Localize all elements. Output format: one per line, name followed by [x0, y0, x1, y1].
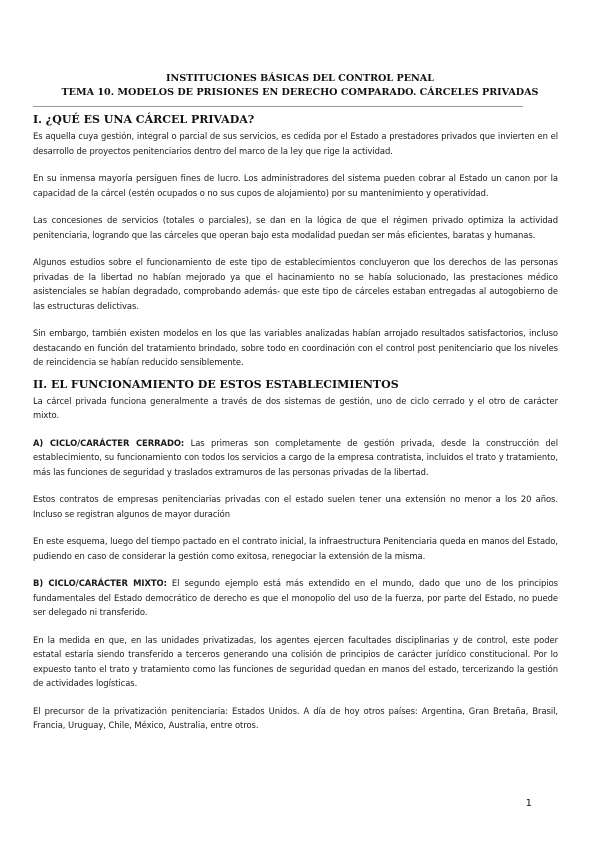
mixto-label: B) CICLO/CARÁCTER MIXTO:: [33, 578, 167, 588]
section-1-paragraph-4: Algunos estudios sobre el funcionamiento de este tipo de establecimientos concluyeron que los derechos de las personas privadas de la libertad no habían mejorado ya que el hacinamiento no se había solucionado, las prestaciones médico asistenciales se habían degradado, comprobando además- que este tipo de cárceles estaban entregadas al autogobierno de las estructuras delictivas.: [33, 257, 558, 311]
page-number: 1: [525, 798, 532, 809]
mixto-paragraph: [33, 576, 558, 620]
section-2-intro: La cárcel privada funciona generalmente a través de dos sistemas de gestión, uno de ciclo cerrado y el otro de carácter mixto.: [33, 395, 558, 420]
section-1-paragraph-5: Sin embargo, también existen modelos en los que las variables analizadas habían arrojado resultados satisfactorios, incluso destacando en función del tratamiento brindado, sobre todo en coordinación con el control post penitenciario que los niveles de reincidencia se habían reducido sensiblemente.: [33, 328, 558, 367]
section-1-heading: I. ¿QUÉ ES UNA CÁRCEL PRIVADA?: [33, 113, 255, 126]
mixto-text: El segundo ejemplo está más extendido en el mundo, dado que uno de los principios fundamentales del Estado democrático de derecho es que el monopolio del uso de la fuerza, por parte del Estado, no puede ser delegado ni transferido.: [33, 578, 558, 617]
precursor-paragraph: El precursor de la privatización penitenciaria: Estados Unidos. A día de hoy otros países: Argentina, Gran Bretaña, Brasil, Francia, Uruguay, Chile, México, Australia, entre otros.: [33, 705, 558, 730]
header-divider: [33, 106, 523, 107]
document-body: [33, 113, 558, 733]
header-line-2: TEMA 10. MODELOS DE PRISIONES EN DERECHO COMPARADO. CÁRCELES PRIVADAS: [61, 87, 539, 98]
header-line-1: INSTITUCIONES BÁSICAS DEL CONTROL PENAL: [166, 73, 434, 84]
esquema-paragraph: En este esquema, luego del tiempo pactado en el contrato inicial, la infraestructura Penitenciaria queda en manos del Estado, pudiendo en caso de considerar la gestión como exitosa, renegociar la extensión de la misma.: [33, 536, 558, 561]
cerrado-paragraph: [33, 436, 558, 480]
cerrado-label: A) CICLO/CARÁCTER CERRADO:: [33, 437, 185, 448]
section-1-paragraph-1: Es aquella cuya gestión, integral o parcial de sus servicios, es cedida por el Estado a prestadores privados que invierten en el desarrollo de proyectos penitenciarios dentro del marco de la ley que rige la actividad.: [33, 131, 558, 156]
medida-paragraph: En la medida en que, en las unidades privatizadas, los agentes ejercen facultades disciplinarias y de control, este poder estatal estaría siendo transferido a terceros generando una colisión de principios de carácter jurídico constitucional. Por lo expuesto tanto el trato y tratamiento como las funciones de seguridad quedan en manos del estado, tercerizando la gestión de actividades logísticas.: [33, 634, 558, 688]
document-header: [0, 72, 600, 100]
section-1-paragraph-2: En su inmensa mayoría persiguen fines de lucro. Los administradores del sistema pueden cobrar al Estado un canon por la capacidad de la cárcel (estén ocupados o no sus cupos de alojamiento) por su mantenimiento y operatividad.: [33, 173, 558, 198]
section-1-paragraph-3: Las concesiones de servicios (totales o parciales), se dan en la lógica de que el régimen privado optimiza la actividad penitenciaria, logrando que las cárceles que operan bajo esta modalidad puedan ser más eficientes, baratas y humanas.: [33, 215, 558, 240]
contratos-paragraph: Estos contratos de empresas penitenciarias privadas con el estado suelen tener una extensión no menor a los 20 años. Incluso se registran algunos de mayor duración: [33, 494, 558, 519]
cerrado-text: Las primeras son completamente de gestión privada, desde la construcción del establecimiento, su funcionamiento con todos los servicios a cargo de la empresa contratista, incluidos el trato y tratamiento, más las funciones de seguridad y traslados extramuros de las personas privadas de la libertad.: [33, 437, 558, 477]
section-2-heading: II. EL FUNCIONAMIENTO DE ESTOS ESTABLECIMIENTOS: [33, 377, 399, 391]
